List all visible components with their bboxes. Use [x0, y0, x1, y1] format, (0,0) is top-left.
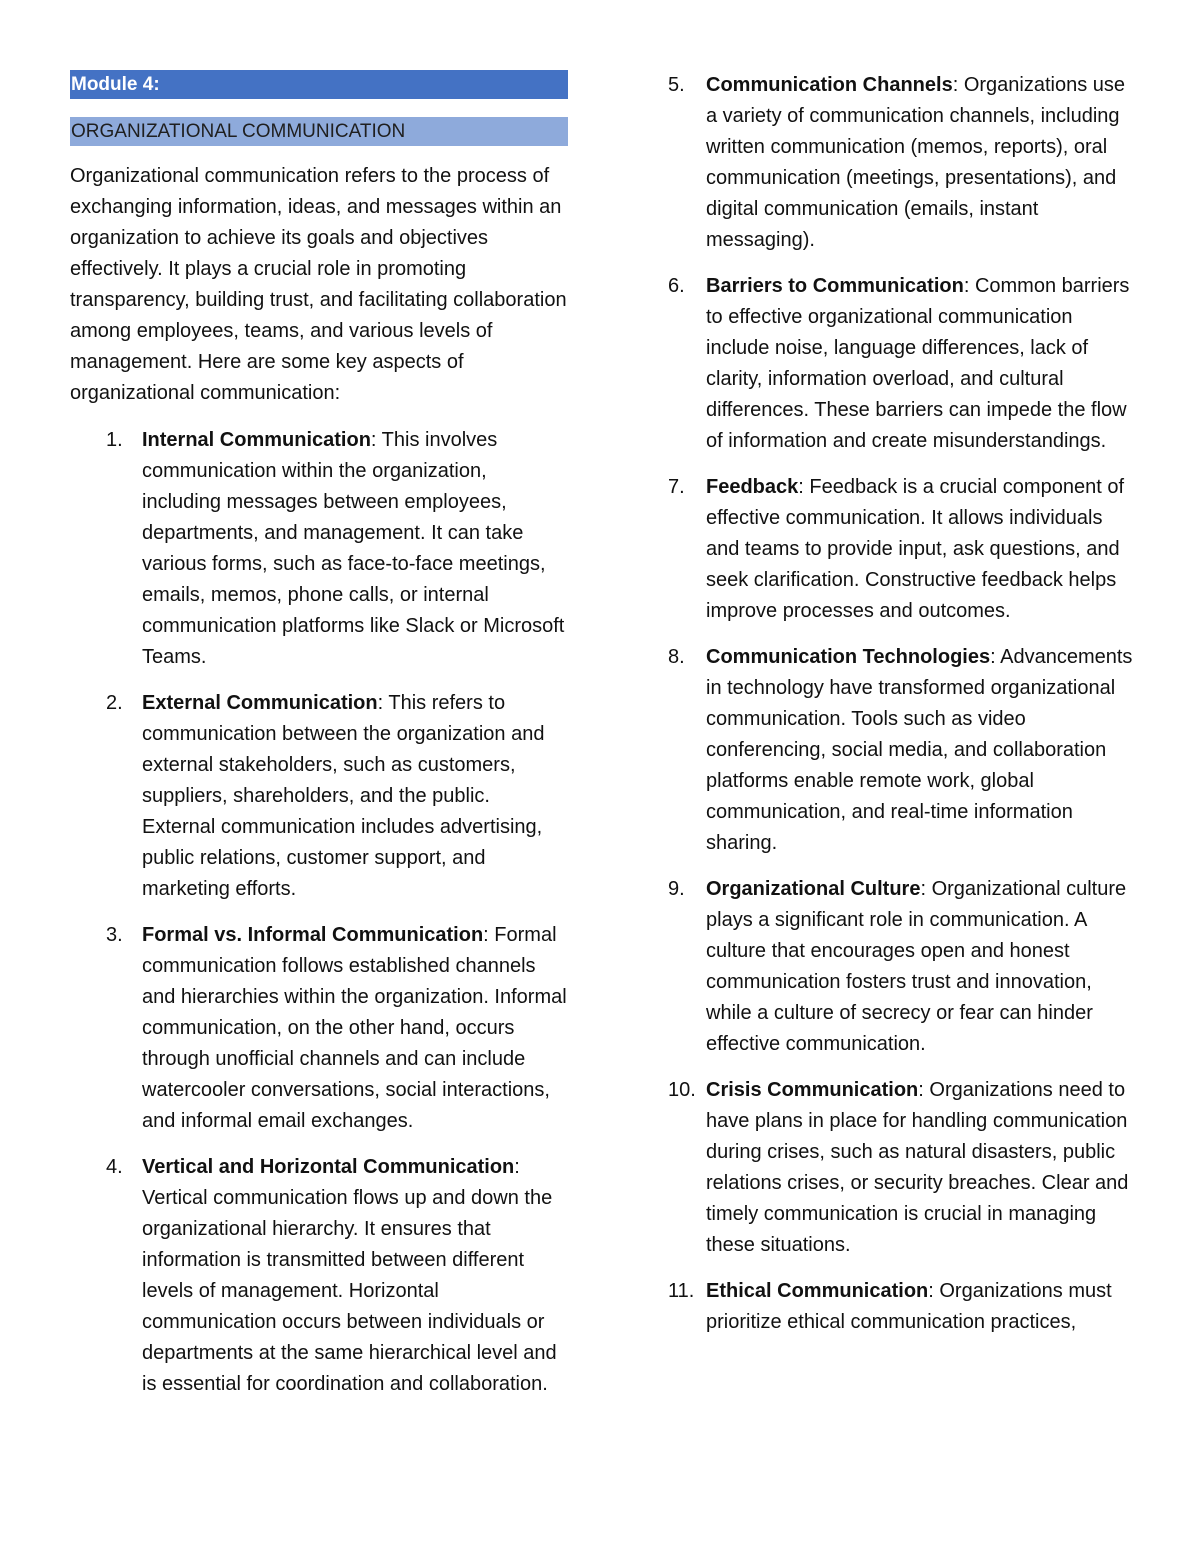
item-separator: :	[798, 476, 810, 498]
item-number: 6.	[668, 275, 685, 297]
item-separator: :	[370, 429, 382, 451]
list-item	[668, 1276, 1138, 1338]
item-separator: :	[920, 878, 932, 900]
item-term: Feedback	[706, 476, 799, 498]
item-number: 5.	[668, 74, 685, 96]
right-list	[668, 70, 1138, 1338]
item-separator: :	[952, 74, 964, 96]
item-text: Organizations use a variety of communication channels, including written communication (memos, reports), oral communication (meetings, presentations), and digital communication (emails, instant messaging).	[706, 74, 1126, 251]
item-number: 1.	[106, 429, 123, 451]
item-number: 10.	[668, 1079, 696, 1101]
list-item	[668, 472, 1138, 627]
item-number: 3.	[106, 924, 123, 946]
item-term: External Communication	[142, 692, 378, 714]
item-term: Internal Communication	[142, 429, 371, 451]
item-text: Organizations need to have plans in place for handling communication during crises, such as natural disasters, public relations crises, or security breaches. Clear and timely communication is crucial in managing these situations.	[706, 1079, 1129, 1256]
module-heading: Module 4:	[70, 70, 568, 99]
item-term: Communication Channels	[706, 74, 953, 96]
section-heading: ORGANIZATIONAL COMMUNICATION	[70, 117, 568, 146]
right-column	[668, 70, 1138, 1353]
list-item	[668, 1075, 1138, 1261]
list-item	[668, 642, 1138, 859]
item-separator: :	[483, 924, 495, 946]
item-text: Organizational culture plays a significant role in communication. A culture that encourages open and honest communication fosters trust and innovation, while a culture of secrecy or fear can hinder effective communication.	[706, 878, 1127, 1055]
item-number: 11.	[668, 1280, 695, 1302]
item-term: Formal vs. Informal Communication	[142, 924, 484, 946]
item-text: Feedback is a crucial component of effective communication. It allows individuals and teams to provide input, ask questions, and seek clarification. Constructive feedback helps improve processes and outcomes.	[706, 476, 1124, 622]
list-item	[70, 920, 568, 1137]
item-term: Crisis Communication	[706, 1079, 919, 1101]
left-column	[70, 70, 568, 1415]
left-list	[70, 425, 568, 1400]
item-text: This involves communication within the organization, including messages between employees, departments, and management. It can take various forms, such as face-to-face meetings, emails, memos, phone calls, or internal communication platforms like Slack or Microsoft Teams.	[142, 429, 565, 668]
item-separator: :	[918, 1079, 930, 1101]
item-term: Communication Technologies	[706, 646, 991, 668]
list-item	[70, 688, 568, 905]
item-text: Formal communication follows established channels and hierarchies within the organization. Informal communication, on the other hand, occurs through unofficial channels and can include watercooler conversations, social interactions, and informal email exchanges.	[142, 924, 567, 1132]
item-term: Organizational Culture	[706, 878, 921, 900]
list-item	[668, 874, 1138, 1060]
list-item	[70, 1152, 568, 1400]
item-separator: :	[928, 1280, 940, 1302]
item-text: Common barriers to effective organizational communication include noise, language differences, lack of clarity, information overload, and cultural differences. These barriers can impede the flow of information and create misunderstandings.	[706, 275, 1130, 452]
list-item	[668, 271, 1138, 457]
item-number: 8.	[668, 646, 685, 668]
item-text: This refers to communication between the organization and external stakeholders, such as customers, suppliers, shareholders, and the public. External communication includes advertising, public relations, customer support, and marketing efforts.	[142, 692, 545, 900]
item-term: Barriers to Communication	[706, 275, 964, 297]
item-separator: :	[377, 692, 389, 714]
item-text: Organizations must prioritize ethical communication practices,	[706, 1280, 1112, 1333]
item-term: Ethical Communication	[706, 1280, 929, 1302]
item-text: Advancements in technology have transformed organizational communication. Tools such as video conferencing, social media, and collaboration platforms enable remote work, global communication, and real-time information sharing.	[706, 646, 1133, 854]
item-number: 7.	[668, 476, 685, 498]
item-number: 9.	[668, 878, 685, 900]
item-text: Vertical communication flows up and down the organizational hierarchy. It ensures that information is transmitted between different levels of management. Horizontal communication occurs between individuals or departments at the same hierarchical level and is essential for coordination and collaboration.	[142, 1187, 557, 1395]
item-number: 4.	[106, 1156, 123, 1178]
item-term: Vertical and Horizontal Communication	[142, 1156, 515, 1178]
item-separator: :	[514, 1156, 520, 1178]
item-separator: :	[963, 275, 975, 297]
item-number: 2.	[106, 692, 123, 714]
list-item	[668, 70, 1138, 256]
list-item	[70, 425, 568, 673]
item-separator: :	[990, 646, 1001, 668]
intro-paragraph: Organizational communication refers to the process of exchanging information, ideas, and messages within an organization to achieve its goals and objectives effectively. It plays a crucial role in promoting transparency, building trust, and facilitating collaboration among employees, teams, and various levels of management. Here are some key aspects of organizational communication:	[70, 165, 567, 404]
